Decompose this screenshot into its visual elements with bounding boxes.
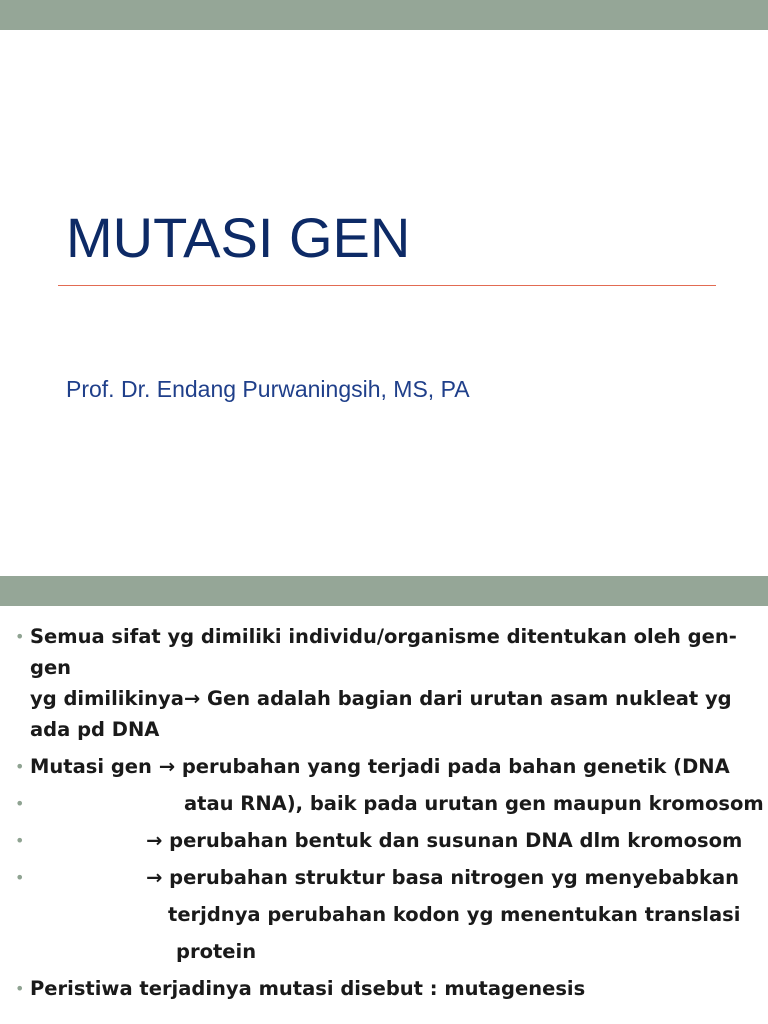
bullet-list: [0, 621, 768, 1024]
bullet-text: Mutasi gen → perubahan yang terjadi pada bahan genetik (DNA: [30, 755, 730, 778]
bullet-text: yg dimilikinya→ Gen adalah bagian dari urutan asam nukleat yg: [30, 687, 732, 710]
bullet-text: Peristiwa terjadinya mutasi disebut : mutagenesis: [30, 977, 586, 1000]
bullet-item: [0, 621, 768, 745]
slide-title: MUTASI GEN: [66, 206, 411, 269]
bullet-continuation: [0, 936, 768, 967]
bullet-marker: •: [15, 794, 25, 813]
bullet-item: [0, 788, 768, 819]
bullet-marker: •: [15, 831, 25, 850]
bullet-text: ada pd DNA: [30, 718, 160, 741]
bullet-item: [0, 973, 768, 1004]
top-accent-band: [0, 0, 768, 30]
bullet-item: [0, 825, 768, 856]
title-divider: [58, 285, 716, 286]
bullet-marker: •: [15, 868, 25, 887]
bullet-marker: •: [15, 627, 25, 646]
bullet-continuation: [0, 899, 768, 930]
bullet-text: → perubahan bentuk dan susunan DNA dlm kromosom: [146, 829, 743, 852]
bullet-text: protein: [176, 940, 257, 963]
slide2-accent-band: [0, 576, 768, 606]
bullet-text: terjdnya perubahan kodon yg menentukan translasi: [168, 903, 741, 926]
bullet-item: [0, 751, 768, 782]
bullet-text: Semua sifat yg dimiliki individu/organisme ditentukan oleh gen-gen: [30, 625, 737, 679]
bullet-text: atau RNA), baik pada urutan gen maupun kromosom: [184, 792, 764, 815]
bullet-marker: •: [15, 757, 25, 776]
slide-subtitle: Prof. Dr. Endang Purwaningsih, MS, PA: [66, 376, 470, 402]
bullet-text: → perubahan struktur basa nitrogen yg menyebabkan: [146, 866, 739, 889]
bullet-item: [0, 862, 768, 893]
bullet-marker: •: [15, 979, 25, 998]
